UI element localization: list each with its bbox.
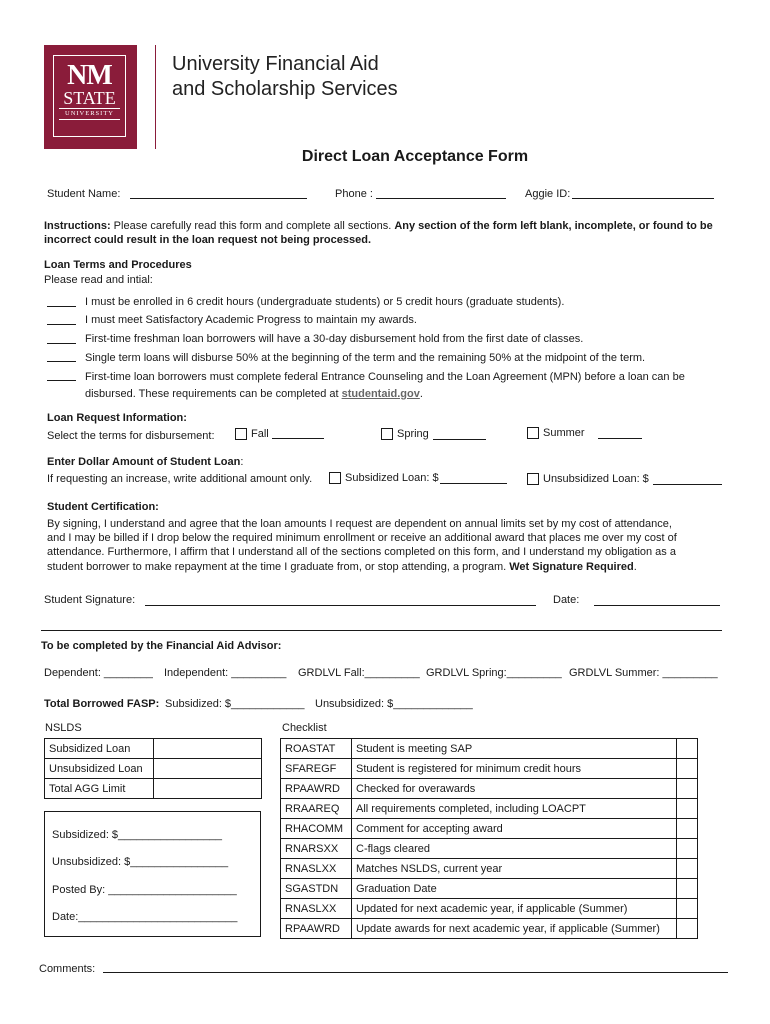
nslds-table [44, 738, 262, 799]
checklist-desc: Update awards for next academic year, if applicable (Summer) [352, 919, 677, 939]
table-row [281, 879, 698, 899]
certification-line1: By signing, I understand and agree that the loan amounts I request are dependent on annual limits set by my cost of attendance, [47, 518, 672, 530]
nslds-date-field[interactable]: Date:__________________________ [52, 911, 238, 923]
checklist-check-cell[interactable] [677, 899, 698, 919]
loan-term-1: I must be enrolled in 6 credit hours (undergraduate students) or 5 credit hours (graduate students). [85, 296, 565, 308]
checklist-desc: Comment for accepting award [352, 819, 677, 839]
fall-field[interactable] [272, 438, 324, 439]
instructions-warning-line2: incorrect could result in the loan request not being processed. [44, 234, 372, 246]
logo-state: STATE [63, 88, 116, 108]
department-title-line2: and Scholarship Services [172, 78, 398, 100]
checklist-code: RPAAWRD [281, 779, 352, 799]
nslds-value-cell[interactable] [154, 759, 262, 779]
form-title: Direct Loan Acceptance Form [301, 148, 529, 165]
checklist-code: RNASLXX [281, 899, 352, 919]
unsubsidized-checkbox[interactable] [527, 473, 539, 485]
checklist-heading: Checklist [282, 722, 327, 734]
section-divider [41, 630, 722, 631]
logo-university: UNIVERSITY [59, 108, 120, 120]
loan-term-4: Single term loans will disburse 50% at the beginning of the term and the remaining 50% at the midpoint of the term. [85, 352, 646, 364]
checklist-code: RNARSXX [281, 839, 352, 859]
table-row [281, 899, 698, 919]
subsidized-amount-field[interactable] [440, 483, 507, 484]
phone-field[interactable] [376, 198, 506, 199]
department-title [172, 52, 398, 102]
checklist-desc: Checked for overawards [352, 779, 677, 799]
logo-nm: NM [67, 60, 112, 91]
checklist-check-cell[interactable] [677, 759, 698, 779]
dependent-field[interactable]: Dependent: ________ [44, 667, 153, 679]
loan-terms-subheading: Please read and intial: [44, 274, 153, 286]
spring-field[interactable] [433, 439, 486, 440]
certification-period: . [633, 561, 637, 573]
instructions-text: Please carefully read this form and complete all sections. [110, 220, 395, 232]
aggie-id-field[interactable] [572, 198, 714, 199]
grdlvl-fall-field[interactable]: GRDLVL Fall:_________ [298, 667, 420, 679]
nslds-row-label: Unsubsidized Loan [45, 759, 154, 779]
table-row [45, 779, 262, 799]
student-signature-field[interactable] [145, 605, 536, 606]
advisor-heading: To be completed by the Financial Aid Advisor: [41, 640, 282, 652]
checklist-desc: Matches NSLDS, current year [352, 859, 677, 879]
header-divider [155, 45, 156, 149]
checklist-desc: Student is meeting SAP [352, 739, 677, 759]
loan-term-5-line2 [85, 388, 423, 400]
studentaid-link[interactable]: studentaid.gov [341, 388, 420, 400]
unsubsidized-label: Unsubsidized Loan: $ [543, 473, 649, 485]
posted-by-field[interactable]: Posted By: _____________________ [52, 884, 237, 896]
checklist-check-cell[interactable] [677, 919, 698, 939]
table-row [281, 819, 698, 839]
loan-term-5: First-time loan borrowers must complete federal Entrance Counseling and the Loan Agreement (MPN) before a loan can be [85, 371, 685, 383]
table-row [281, 839, 698, 859]
summer-label: Summer [543, 427, 585, 439]
table-row [281, 779, 698, 799]
checklist-check-cell[interactable] [677, 859, 698, 879]
date-field[interactable] [594, 605, 720, 606]
spring-checkbox[interactable] [381, 428, 393, 440]
summer-field[interactable] [598, 438, 642, 439]
total-subsidized-field[interactable]: Subsidized: $____________ [165, 698, 305, 710]
checklist-table [280, 738, 698, 939]
checklist-check-cell[interactable] [677, 739, 698, 759]
student-signature-label: Student Signature: [44, 594, 136, 606]
comments-label: Comments: [39, 963, 96, 975]
independent-field[interactable]: Independent: _________ [164, 667, 287, 679]
certification-line4 [47, 561, 637, 573]
table-row [281, 739, 698, 759]
checklist-check-cell[interactable] [677, 799, 698, 819]
select-terms-label: Select the terms for disbursement: [47, 430, 215, 442]
initial-field-1[interactable] [47, 306, 76, 307]
loan-term-5-text: disbursed. These requirements can be completed at [85, 388, 342, 400]
checklist-desc: Updated for next academic year, if applicable (Summer) [352, 899, 677, 919]
nmsu-logo [44, 45, 137, 149]
certification-heading: Student Certification: [47, 501, 159, 513]
certification-line4-text: student borrower to make repayment at the time I graduate from, or stop attending, a program. [47, 561, 510, 573]
nslds-value-cell[interactable] [154, 779, 262, 799]
date-label: Date: [553, 594, 580, 606]
phone-label: Phone : [335, 188, 373, 200]
wet-signature-required: Wet Signature Required [509, 561, 634, 573]
subsidized-label: Subsidized Loan: $ [345, 472, 439, 484]
certification-line3: attendance. Furthermore, I affirm that I understand all of the sections completed on this form, and I understand my obligation as a [47, 546, 676, 558]
increase-note: If requesting an increase, write additional amount only. [47, 473, 313, 485]
checklist-desc: C-flags cleared [352, 839, 677, 859]
instructions-warning: Any section of the form left blank, incomplete, or found to be [394, 220, 713, 232]
instructions-label: Instructions: [44, 220, 111, 232]
checklist-check-cell[interactable] [677, 879, 698, 899]
nslds-unsubsidized-field[interactable]: Unsubsidized: $________________ [52, 856, 229, 868]
checklist-code: RRAAREQ [281, 799, 352, 819]
grdlvl-spring-field[interactable]: GRDLVL Spring:_________ [426, 667, 562, 679]
checklist-check-cell[interactable] [677, 839, 698, 859]
summer-checkbox[interactable] [527, 427, 539, 439]
unsubsidized-amount-field[interactable] [653, 484, 722, 485]
checklist-desc: Student is registered for minimum credit hours [352, 759, 677, 779]
table-row [281, 799, 698, 819]
loan-term-3: First-time freshman loan borrowers will have a 30-day disbursement hold from the first date of classes. [85, 333, 584, 345]
fall-checkbox[interactable] [235, 428, 247, 440]
instructions-line1 [44, 220, 713, 232]
total-borrowed-label: Total Borrowed FASP: [44, 698, 160, 710]
nslds-row-label: Total AGG Limit [45, 779, 154, 799]
checklist-code: RNASLXX [281, 859, 352, 879]
table-row [45, 759, 262, 779]
nslds-row-label: Subsidized Loan [45, 739, 154, 759]
subsidized-checkbox[interactable] [329, 472, 341, 484]
checklist-code: RHACOMM [281, 819, 352, 839]
aggie-id-label: Aggie ID: [525, 188, 571, 200]
department-title-line1: University Financial Aid [172, 53, 379, 75]
table-row [281, 859, 698, 879]
checklist-check-cell[interactable] [677, 779, 698, 799]
checklist-desc: All requirements completed, including LOACPT [352, 799, 677, 819]
checklist-code: SGASTDN [281, 879, 352, 899]
nslds-subsidized-field[interactable]: Subsidized: $_________________ [52, 829, 223, 841]
total-unsubsidized-field[interactable]: Unsubsidized: $_____________ [315, 698, 473, 710]
checklist-code: RPAAWRD [281, 919, 352, 939]
certification-line2: and I may be billed if I drop below the required minimum enrollment or receive an additional award that places me over my cost of [47, 532, 677, 544]
checklist-check-cell[interactable] [677, 819, 698, 839]
dollar-amount-heading-row [47, 456, 243, 468]
student-name-label: Student Name: [47, 188, 121, 200]
checklist-code: SFAREGF [281, 759, 352, 779]
checklist-code: ROASTAT [281, 739, 352, 759]
loan-terms-heading: Loan Terms and Procedures [44, 259, 192, 271]
comments-field[interactable] [103, 972, 728, 973]
checklist-desc: Graduation Date [352, 879, 677, 899]
initial-field-5[interactable] [47, 380, 76, 381]
loan-term-2: I must meet Satisfactory Academic Progress to maintain my awards. [85, 314, 417, 326]
student-name-field[interactable] [130, 198, 307, 199]
nslds-heading: NSLDS [45, 722, 82, 734]
initial-field-4[interactable] [47, 361, 76, 362]
nslds-value-cell[interactable] [154, 739, 262, 759]
dollar-amount-heading: Enter Dollar Amount of Student Loan [47, 456, 241, 468]
spring-label: Spring [397, 428, 429, 440]
initial-field-3[interactable] [47, 343, 76, 344]
fall-label: Fall [251, 428, 269, 440]
initial-field-2[interactable] [47, 324, 76, 325]
table-row [281, 759, 698, 779]
loan-term-5-period: . [419, 388, 423, 400]
table-row [45, 739, 262, 759]
table-row [281, 919, 698, 939]
grdlvl-summer-field[interactable]: GRDLVL Summer: _________ [569, 667, 718, 679]
dollar-amount-colon: : [240, 456, 244, 468]
loan-request-heading: Loan Request Information: [47, 412, 187, 424]
